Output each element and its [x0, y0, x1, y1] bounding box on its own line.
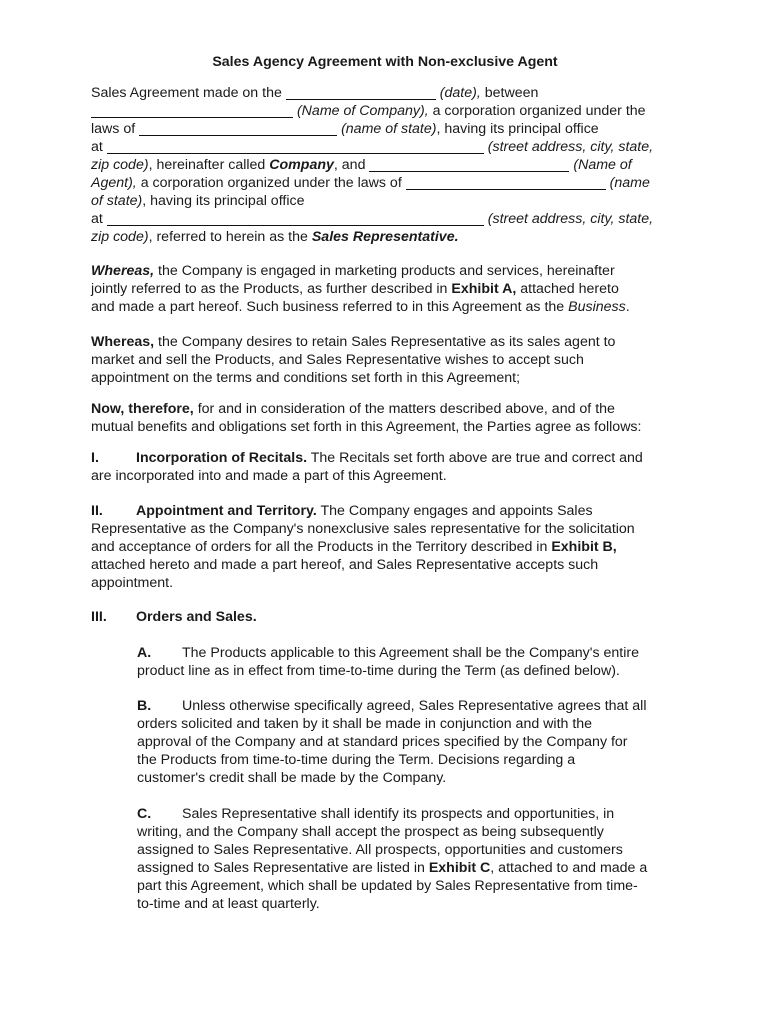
section-2: II. Appointment and Territory. The Company engages and appoints Sales Representative as the Company's nonexclusive sales representative for the solicitation and acceptance of orders for all the Products in the Territory described in Exhibit B, attached hereto and made a part hereof, and Sales Representative accepts such appointment. [91, 503, 635, 591]
section-3-c: C. Sales Representative shall identify its prospects and opportunities, in writing, and the Company shall accept the prospect as being subsequently assigned to Sales Representative. All prospects, opportunities and customers assigned to Sales Representative are listed in Exhibit C, attached to and made a part this Agreement, which shall be updated by Sales Representative from time- to-time and at least quarterly. [137, 806, 648, 912]
whereas-paragraph-2: Whereas, the Company desires to retain Sales Representative as its sales agent to market and sell the Products, and Sales Representative wishes to accept such appointment on the terms and conditions set forth in this Agreement; [91, 334, 616, 386]
section-2-heading: Appointment and Territory. [136, 503, 317, 519]
agent-name-blank[interactable] [369, 157, 569, 172]
company-name-blank[interactable] [91, 103, 293, 118]
intro-line-1: Sales Agreement made on the (date), between [91, 85, 539, 101]
intro-line-7: of state), having its principal office [91, 193, 305, 209]
section-3-heading: Orders and Sales. [136, 609, 257, 625]
whereas-paragraph-1: Whereas, the Company is engaged in marketing products and services, hereinafter jointly referred to as the Products, as further described in Exhibit A, attached hereto and made a part hereof. Such business referred to in this Agreement as the Business. [91, 263, 630, 315]
section-1-heading: Incorporation of Recitals. [136, 450, 308, 466]
section-3-a: A. The Products applicable to this Agreement shall be the Company's entire product line as in effect from time-to-time during the Term (as defined below). [137, 645, 639, 679]
intro-line-5: zip code), hereinafter called Company, and (Name of [91, 157, 632, 173]
section-3: III. Orders and Sales. [91, 609, 257, 625]
now-therefore-paragraph: Now, therefore, for and in consideration of the matters described above, and of the mutual benefits and obligations set forth in this Agreement, the Parties agree as follows: [91, 401, 642, 435]
intro-line-4: at (street address, city, state, [91, 139, 654, 155]
section-3-b: B. Unless otherwise specifically agreed, Sales Representative agrees that all orders solicited and taken by it shall be made in conjunction and with the approval of the Company and at standard prices specified by the Company for the Products from time-to-time during the Term. Decisions regarding a customer's credit shall be made by the Company. [137, 698, 647, 786]
company-address-blank[interactable] [107, 139, 484, 154]
intro-paragraph [91, 84, 691, 246]
section-1: I. Incorporation of Recitals. The Recitals set forth above are true and correct and are incorporated into and made a part of this Agreement. [91, 450, 643, 484]
date-blank[interactable] [286, 85, 436, 100]
intro-line-2: (Name of Company), a corporation organized under the [91, 102, 691, 120]
document-title: Sales Agency Agreement with Non-exclusive Agent [212, 54, 558, 70]
intro-line-3: laws of (name of state), having its principal office [91, 121, 599, 137]
company-state-blank[interactable] [139, 121, 337, 136]
intro-line-9: zip code), referred to herein as the Sales Representative. [91, 229, 459, 245]
agent-address-blank[interactable] [107, 211, 484, 226]
intro-line-6: Agent), a corporation organized under the laws of (name [91, 175, 650, 191]
intro-line-8: at (street address, city, state, [91, 211, 654, 227]
agent-state-blank[interactable] [406, 175, 606, 190]
